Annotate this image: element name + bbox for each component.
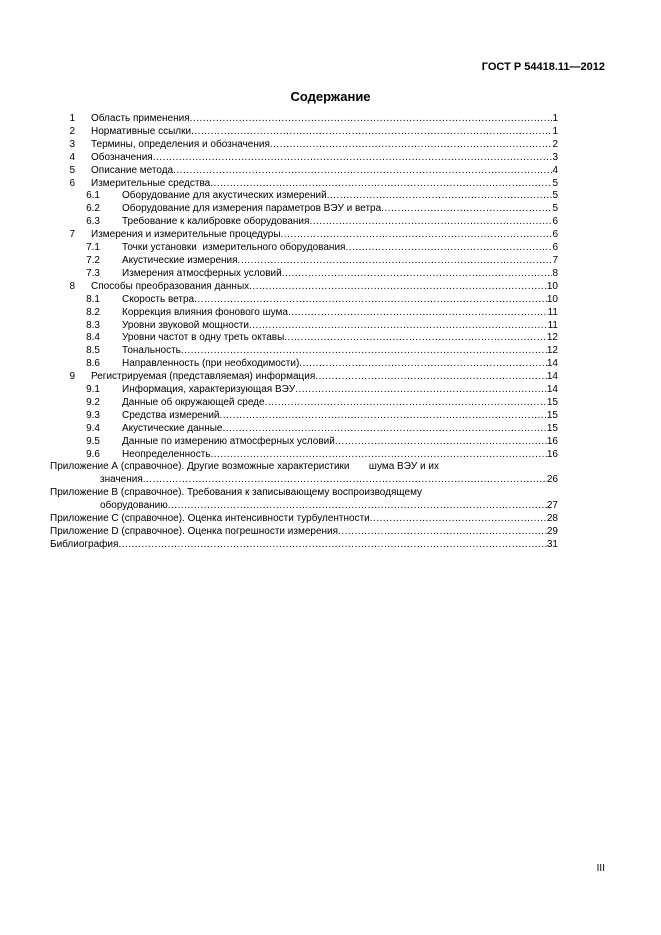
toc-entry[interactable] [50,190,558,203]
table-of-contents [50,113,558,552]
toc-entry[interactable] [50,203,558,216]
toc-page: 16 [546,435,558,447]
toc-title: Термины, определения и обозначения [91,138,270,150]
toc-page: 7 [552,254,558,266]
leader-dots [249,281,547,294]
leader-dots [327,190,553,203]
toc-page: 14 [546,371,558,383]
leader-dots [315,371,547,384]
toc-number: 2 [69,125,75,137]
toc-page: 5 [552,190,558,202]
toc-title: Приложение В (справочное). Требования к записывающему воспроизводящему [50,487,423,499]
toc-number: 9.5 [86,435,100,447]
toc-entry[interactable] [50,242,558,255]
toc-page: 6 [552,242,558,254]
toc-title: Данные об окружающей среде [122,396,265,408]
leader-dots [143,474,547,487]
toc-number: 8.6 [86,358,100,370]
toc-appendix-b-continuation[interactable] [50,500,558,513]
toc-title: Описание метода [91,164,174,176]
leader-dots [282,268,553,281]
leader-dots [309,216,552,229]
toc-page: 12 [546,345,558,357]
toc-entry[interactable] [50,113,558,126]
toc-title: Средства измерений [122,409,220,421]
leader-dots [220,410,547,423]
toc-entry[interactable] [50,178,558,191]
toc-entry[interactable] [50,332,558,345]
toc-entry[interactable] [50,320,558,333]
toc-entry[interactable] [50,165,558,178]
toc-title: Оборудование для измерения параметров ВЭУ и ветра [122,203,382,215]
toc-page: 6 [552,229,558,241]
toc-page: 14 [546,384,558,396]
toc-number: 9.3 [86,409,100,421]
toc-entry[interactable] [50,371,558,384]
toc-title: Скорость ветра [122,293,195,305]
toc-entry[interactable] [50,436,558,449]
toc-number: 3 [69,138,75,150]
leader-dots [299,358,547,371]
toc-title: Тональность [122,345,181,357]
toc-page: 14 [546,358,558,370]
leader-dots [381,203,552,216]
toc-page: 3 [552,151,558,163]
toc-entry[interactable] [50,307,558,320]
leader-dots [288,307,548,320]
toc-number: 7.2 [86,254,100,266]
leader-dots [281,229,553,242]
leader-dots [265,397,547,410]
toc-page: 6 [552,216,558,228]
toc-title: Коррекция влияния фонового шума [122,306,288,318]
toc-bibliography[interactable] [50,539,558,552]
page-title: Содержание [290,89,371,104]
leader-dots [194,294,547,307]
toc-number: 8.5 [86,345,100,357]
leader-dots [238,255,553,268]
toc-title: Акустические измерения [122,254,238,266]
toc-title: Библиография [50,538,119,550]
toc-entry[interactable] [50,410,558,423]
toc-entry[interactable] [50,152,558,165]
toc-page: 1 [552,125,558,137]
toc-page: 26 [546,474,558,486]
leader-dots [173,165,552,178]
toc-title: оборудованию [100,500,168,512]
toc-title: Неопределенность [122,448,211,460]
leader-dots [210,178,552,191]
toc-page: 4 [552,164,558,176]
toc-entry[interactable] [50,255,558,268]
toc-title: Измерения атмосферных условий [122,267,282,279]
toc-page: 10 [546,280,558,292]
toc-number: 8.3 [86,319,100,331]
toc-number: 9.4 [86,422,100,434]
leader-dots [153,152,553,165]
leader-dots [249,320,548,333]
toc-entry[interactable] [50,281,558,294]
toc-number: 8.4 [86,332,100,344]
page-number: III [596,863,605,874]
toc-title: Информация, характеризующая ВЭУ [122,384,296,396]
toc-entry[interactable] [50,229,558,242]
toc-number: 8 [69,280,75,292]
toc-title: Приложение D (справочное). Оценка погрешности измерения [50,526,339,537]
toc-entry[interactable] [50,126,558,139]
toc-number: 4 [69,151,75,163]
toc-appendix-c[interactable] [50,513,558,526]
leader-dots [118,539,546,552]
toc-page: 2 [552,138,558,150]
toc-entry[interactable] [50,449,558,462]
toc-entry[interactable] [50,294,558,307]
toc-entry[interactable] [50,397,558,410]
toc-entry[interactable] [50,358,558,371]
toc-number: 5 [69,164,75,176]
toc-entry[interactable] [50,345,558,358]
toc-title: Приложение А (справочное). Другие возможные характеристики шума ВЭУ и их [50,461,439,473]
toc-page: 5 [552,177,558,189]
toc-number: 8.2 [86,306,100,318]
toc-page: 28 [546,513,558,525]
toc-entry[interactable] [50,268,558,281]
toc-appendix-b[interactable] [50,487,558,500]
toc-page: 15 [546,422,558,434]
leader-dots [222,423,546,436]
toc-number: 8.1 [86,293,100,305]
toc-number: 1 [69,113,75,124]
toc-number: 9 [69,371,75,383]
toc-number: 6 [69,177,75,189]
toc-number: 6.1 [86,190,100,202]
toc-title: Данные по измерению атмосферных условий [122,435,335,447]
toc-entry[interactable] [50,384,558,397]
toc-title: Измерения и измерительные процедуры [91,229,281,241]
leader-dots [295,384,547,397]
toc-number: 7.3 [86,267,100,279]
document-code: ГОСТ Р 54418.11—2012 [481,61,605,73]
toc-page: 11 [547,319,558,331]
toc-entry[interactable] [50,139,558,152]
toc-page: 1 [552,113,558,124]
toc-page: 12 [546,332,558,344]
toc-number: 6.2 [86,203,100,215]
leader-dots [338,526,547,539]
toc-appendix-d[interactable] [50,526,558,539]
leader-dots [370,513,547,526]
toc-page: 15 [546,409,558,421]
toc-page: 31 [546,538,558,550]
toc-title: Уровни частот в одну треть октавы [122,332,285,344]
toc-title: Точки установки измерительного оборудования [122,242,346,254]
toc-title: Нормативные ссылки [91,125,192,137]
leader-dots [284,332,547,345]
leader-dots [168,500,547,513]
toc-page: 27 [546,500,558,512]
toc-title: значения [100,474,143,486]
toc-title: Направленность (при необходимости) [122,358,300,370]
toc-number: 9.6 [86,448,100,460]
toc-page: 15 [546,396,558,408]
toc-title: Измерительные средства [91,177,211,189]
toc-number: 7.1 [86,242,100,254]
leader-dots [211,449,547,462]
toc-page: 29 [546,526,558,537]
toc-page: 5 [552,203,558,215]
toc-page: 8 [552,267,558,279]
toc-title: Оборудование для акустических измерений [122,190,327,202]
toc-number: 7 [69,229,75,241]
toc-page: 16 [546,448,558,460]
toc-title: Приложение С (справочное). Оценка интенсивности турбулентности [50,513,370,525]
toc-number: 9.1 [86,384,100,396]
toc-page: 10 [546,293,558,305]
toc-appendix-a[interactable] [50,461,558,474]
leader-dots [191,126,552,139]
toc-title: Способы преобразования данных [91,280,250,292]
toc-title: Уровни звуковой мощности [122,319,249,331]
toc-appendix-a-continuation[interactable] [50,474,558,487]
toc-title: Обозначения [91,151,153,163]
leader-dots [190,113,553,126]
toc-title: Регистрируемая (представляемая) информация [91,371,316,383]
toc-page: 11 [547,306,558,318]
toc-entry[interactable] [50,423,558,436]
toc-title: Требование к калибровке оборудования [122,216,310,228]
toc-entry[interactable] [50,216,558,229]
leader-dots [335,436,547,449]
toc-title: Акустические данные [122,422,223,434]
toc-number: 9.2 [86,396,100,408]
leader-dots [345,242,552,255]
leader-dots [270,139,553,152]
leader-dots [181,345,547,358]
toc-number: 6.3 [86,216,100,228]
toc-title: Область применения [91,113,190,124]
